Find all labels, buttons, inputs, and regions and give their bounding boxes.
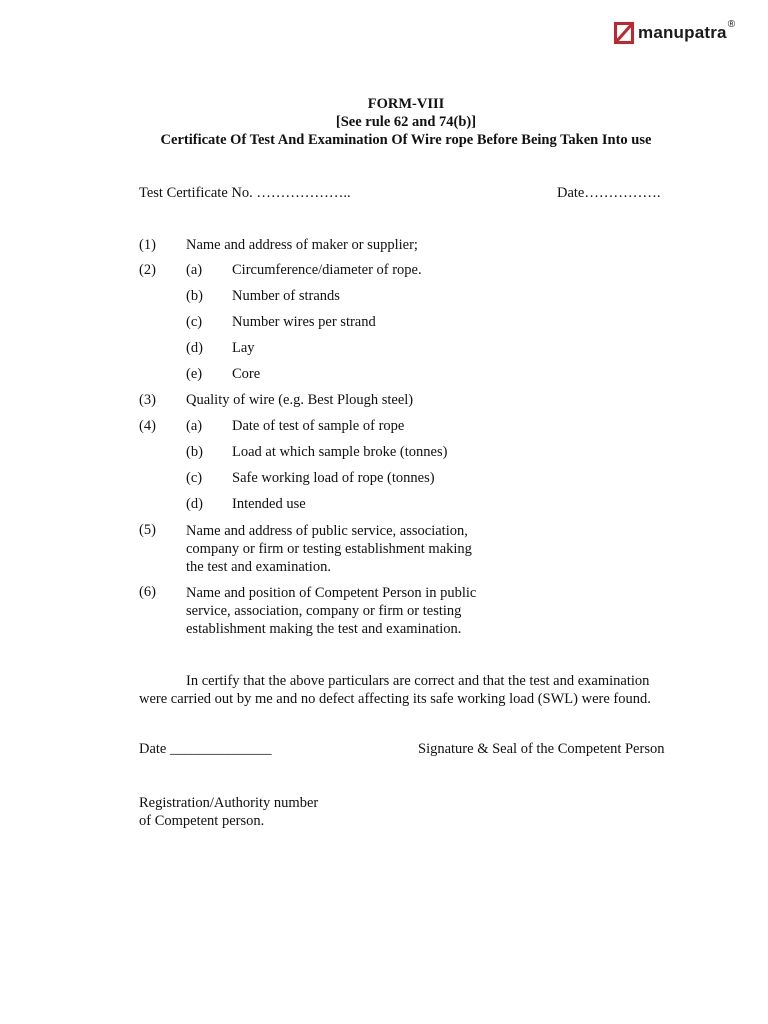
item-6-number: (6) xyxy=(139,584,156,600)
item-4a-letter: (a) xyxy=(186,418,203,434)
item-4c-text: Safe working load of rope (tonnes) xyxy=(232,470,435,486)
item-1-number: (1) xyxy=(139,237,156,253)
signature-seal-label: Signature & Seal of the Competent Person xyxy=(418,741,665,757)
item-4d-text: Intended use xyxy=(232,496,306,512)
item-2a-text: Circumference/diameter of rope. xyxy=(232,262,422,278)
certification-paragraph xyxy=(139,672,679,708)
item-4a-text: Date of test of sample of rope xyxy=(232,418,405,434)
manupatra-logo xyxy=(614,18,735,48)
item-6-line-1: Name and position of Competent Person in public xyxy=(186,585,477,601)
rule-reference: [See rule 62 and 74(b)] xyxy=(335,114,477,130)
registration-line-1: Registration/Authority number xyxy=(139,795,319,811)
item-2e-text: Core xyxy=(232,366,261,382)
registered-mark: ® xyxy=(727,18,736,30)
form-subtitle: Certificate Of Test And Examination Of Wire rope Before Being Taken Into use xyxy=(160,132,652,148)
item-5-line-1: Name and address of public service, association, xyxy=(186,523,468,539)
item-5-number: (5) xyxy=(139,522,156,538)
certificate-date: Date……………. xyxy=(557,185,661,201)
registration-line-2: of Competent person. xyxy=(139,813,265,829)
item-4d-letter: (d) xyxy=(186,496,203,512)
item-3-number: (3) xyxy=(139,392,156,408)
item-3-text: Quality of wire (e.g. Best Plough steel) xyxy=(186,392,414,408)
item-6-line-2: service, association, company or firm or testing xyxy=(186,603,462,619)
item-2b-text: Number of strands xyxy=(232,288,340,304)
item-2-number: (2) xyxy=(139,262,156,278)
item-6-text xyxy=(186,584,476,638)
item-5-line-3: the test and examination. xyxy=(186,559,331,575)
item-2c-text: Number wires per strand xyxy=(232,314,376,330)
certification-line-2: were carried out by me and no defect affecting its safe working load (SWL) were found. xyxy=(139,691,651,707)
item-2c-letter: (c) xyxy=(186,314,203,330)
certification-line-1: In certify that the above particulars are correct and that the test and examination xyxy=(186,673,650,689)
item-4-number: (4) xyxy=(139,418,156,434)
registration-block xyxy=(139,794,679,830)
item-4c-letter: (c) xyxy=(186,470,203,486)
item-2b-letter: (b) xyxy=(186,288,203,304)
item-4b-text: Load at which sample broke (tonnes) xyxy=(232,444,448,460)
item-4b-letter: (b) xyxy=(186,444,203,460)
manupatra-logo-icon xyxy=(614,22,634,44)
form-title: FORM-VIII xyxy=(367,96,445,112)
item-1-text: Name and address of maker or supplier; xyxy=(186,237,418,253)
item-2d-letter: (d) xyxy=(186,340,203,356)
item-2d-text: Lay xyxy=(232,340,255,356)
brand-name: manupatra xyxy=(638,23,727,42)
item-2e-letter: (e) xyxy=(186,366,203,382)
item-5-line-2: company or firm or testing establishment making xyxy=(186,541,472,557)
item-5-text xyxy=(186,522,472,576)
item-6-line-3: establishment making the test and examination. xyxy=(186,621,462,637)
test-certificate-number: Test Certificate No. ……………….. xyxy=(139,185,351,201)
signature-date: Date ______________ xyxy=(139,741,272,757)
item-2a-letter: (a) xyxy=(186,262,203,278)
